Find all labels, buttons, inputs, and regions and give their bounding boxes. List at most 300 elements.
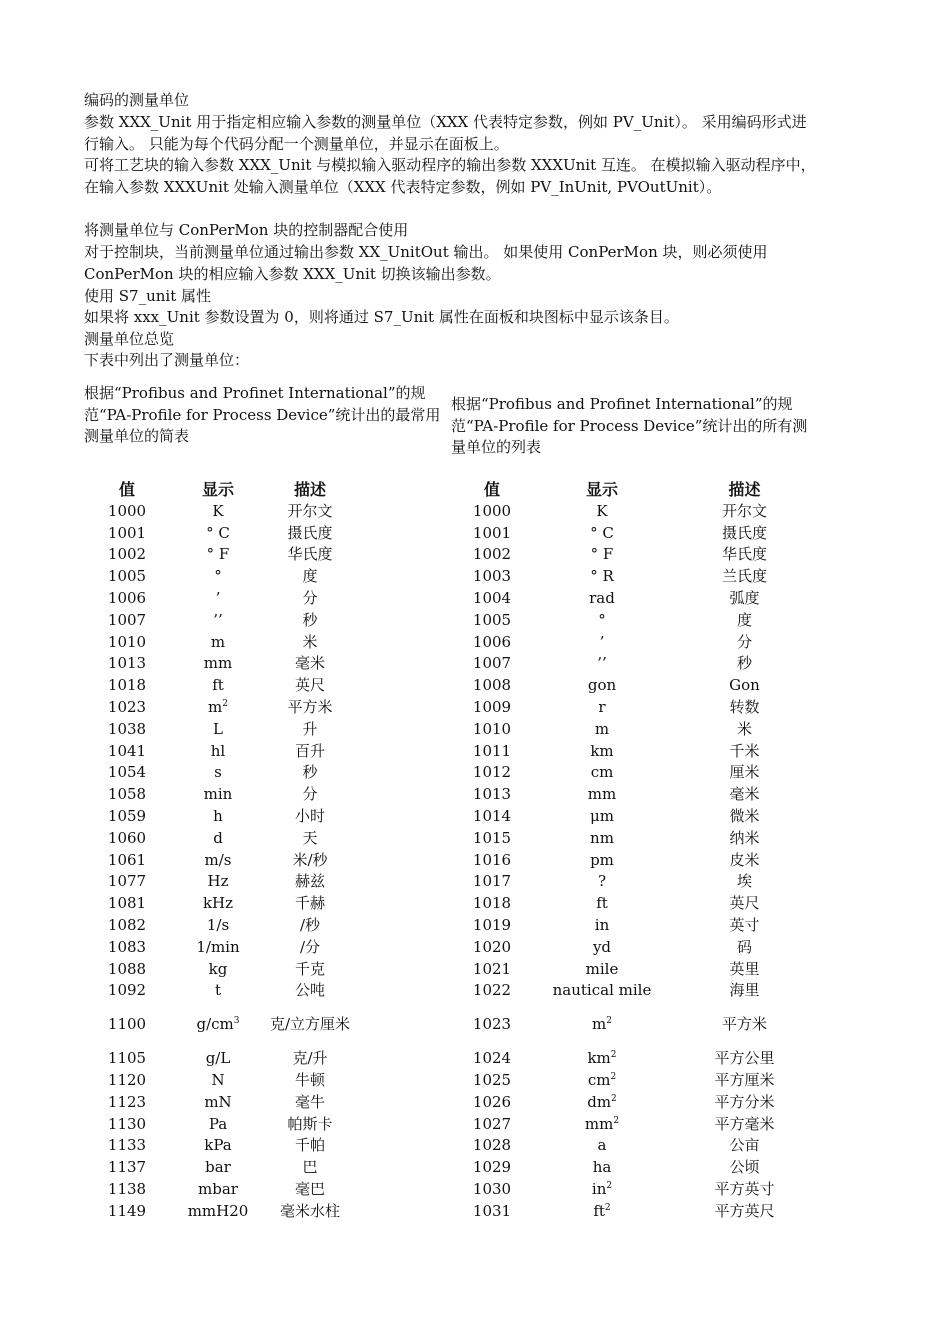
table-row [84, 1200, 354, 1222]
unit-display-cell [170, 849, 266, 871]
unit-display-cell [170, 544, 266, 566]
unit-description-cell: 平方英寸 [714, 1180, 775, 1198]
unit-symbol: km [590, 741, 614, 760]
unit-symbol: in [591, 1180, 607, 1198]
unit-display-cell [170, 740, 266, 762]
conpermon-paragraph: 对于控制块，当前测量单位通过输出参数 XX_UnitOut 输出。 如果使用 ConPerMon 块，则必须使用 ConPerMon 块的相应输入参数 XXX_Unit 切换该输出参数。 [84, 243, 768, 283]
table-row [447, 1091, 822, 1113]
unit-value-cell: 1004 [472, 589, 512, 608]
unit-display-cell [170, 827, 266, 849]
unit-value-cell: 1029 [472, 1158, 512, 1177]
unit-description-cell: 米 [302, 632, 318, 651]
unit-display-cell [170, 1113, 266, 1135]
table-row [84, 1135, 354, 1157]
unit-description-cell: 毫米水柱 [279, 1201, 340, 1220]
table-row [447, 522, 822, 544]
unit-symbol: mm [584, 1114, 614, 1133]
table-row [84, 849, 354, 871]
intro-paragraph-2: 可将工艺块的输入参数 XXX_Unit 与模拟输入驱动程序的输出参数 XXXUnit 互连。 在模拟输入驱动程序中，在输入参数 XXXUnit 处输入测量单位（XXX 代表特定参数，例如 PV_InUnit, PVOutUnit）。 [84, 156, 816, 196]
unit-display-cell [537, 1069, 667, 1091]
unit-description-cell: 平方米 [287, 698, 333, 717]
unit-symbol: ° [598, 610, 606, 629]
overview-paragraph: 下表中列出了测量单位： [84, 351, 250, 369]
table-row [447, 718, 822, 740]
table-row [447, 958, 822, 980]
table-row [84, 1113, 354, 1135]
unit-description-cell: 摄氏度 [287, 523, 333, 542]
unit-symbol: m/s [204, 850, 232, 869]
unit-exponent: 2 [604, 1202, 611, 1213]
unit-description-cell: 摄氏度 [721, 523, 767, 542]
unit-description-cell: Gon [729, 676, 760, 695]
unit-exponent: 2 [222, 699, 228, 710]
unit-display-cell [170, 1047, 266, 1069]
unit-description-cell: 分 [302, 785, 318, 804]
unit-value-cell: 1028 [472, 1136, 512, 1155]
unit-value-cell: 1133 [107, 1136, 147, 1155]
unit-value-cell: 1023 [472, 1015, 512, 1034]
unit-symbol: μm [590, 807, 614, 826]
unit-value-cell: 1010 [107, 632, 147, 651]
unit-description-cell: 克/立方厘米 [269, 1014, 351, 1033]
unit-description-cell: 英尺 [294, 676, 325, 695]
table-row [447, 936, 822, 958]
column-header-display: 显示 [201, 480, 234, 499]
table-row [84, 1156, 354, 1178]
unit-description-cell: 公吨 [294, 981, 325, 1000]
unit-value-cell: 1015 [472, 828, 512, 847]
right-table-heading: 根据“Profibus and Profinet International”的规范“PA-Profile for Process Device”统计出的所有测量单位的列表 [451, 395, 808, 456]
table-row [447, 1069, 822, 1091]
unit-description-cell: 微米 [729, 807, 760, 826]
unit-description-cell: 平方公里 [714, 1049, 775, 1068]
unit-symbol: L [213, 719, 223, 738]
unit-exponent: 2 [610, 1050, 617, 1061]
unit-display-cell [537, 500, 667, 522]
unit-symbol: ’ [599, 632, 605, 651]
unit-symbol: ° F [206, 545, 230, 564]
table-row [447, 762, 822, 784]
unit-symbol: ° C [206, 523, 230, 542]
unit-exponent: 2 [606, 1016, 612, 1027]
unit-description-cell: 平方英尺 [714, 1201, 775, 1220]
table-row [84, 980, 354, 1002]
unit-symbol: s [214, 763, 222, 782]
unit-display-cell [170, 1001, 266, 1047]
table-row [447, 544, 822, 566]
unit-value-cell: 1088 [107, 959, 147, 978]
unit-symbol: kPa [204, 1136, 232, 1155]
unit-value-cell: 1005 [107, 567, 147, 586]
unit-value-cell: 1059 [107, 807, 147, 826]
unit-value-cell: 1009 [472, 698, 512, 717]
unit-display-cell [537, 762, 667, 784]
unit-description-cell: 牛顿 [294, 1071, 325, 1090]
unit-value-cell: 1014 [472, 807, 512, 826]
unit-value-cell: 1005 [472, 610, 512, 629]
table-row [84, 565, 354, 587]
unit-display-cell [170, 653, 266, 675]
unit-description-cell: 米 [736, 719, 752, 738]
unit-value-cell: 1105 [107, 1049, 147, 1068]
unit-value-cell: 1025 [472, 1071, 512, 1090]
unit-description-cell: 毫米 [729, 785, 760, 804]
unit-symbol: mbar [198, 1180, 238, 1198]
unit-value-cell: 1002 [107, 545, 147, 564]
unit-display-cell [537, 980, 667, 1002]
unit-display-cell [537, 936, 667, 958]
unit-description-cell: 赫兹 [294, 872, 325, 891]
unit-description-cell: 毫牛 [294, 1092, 325, 1111]
table-row [84, 936, 354, 958]
unit-value-cell: 1082 [107, 916, 147, 935]
unit-display-cell [537, 696, 667, 718]
table-row [447, 674, 822, 696]
unit-symbol: min [203, 785, 233, 804]
unit-value-cell: 1017 [472, 872, 512, 891]
unit-value-cell: 1123 [107, 1092, 147, 1111]
unit-value-cell: 1137 [107, 1158, 147, 1177]
unit-display-cell [170, 936, 266, 958]
unit-value-cell: 1024 [472, 1049, 512, 1068]
unit-symbol: hl [210, 741, 226, 760]
section-heading-s7unit: 使用 S7_unit 属性 [84, 287, 212, 305]
unit-exponent: 2 [610, 1072, 617, 1083]
unit-display-cell [537, 544, 667, 566]
unit-symbol: d [213, 828, 223, 847]
unit-display-cell [170, 674, 266, 696]
unit-description-cell: 平方分米 [714, 1092, 775, 1111]
unit-display-cell [170, 783, 266, 805]
table-header-row [447, 477, 822, 500]
unit-symbol: ft [593, 1201, 605, 1220]
table-row [447, 783, 822, 805]
unit-value-cell: 1130 [107, 1114, 147, 1133]
unit-display-cell [170, 958, 266, 980]
unit-symbol: Pa [208, 1114, 228, 1133]
table-row [447, 827, 822, 849]
unit-value-cell: 1000 [472, 501, 512, 520]
section-heading-conpermon: 将测量单位与 ConPerMon 块的控制器配合使用 [84, 221, 409, 239]
unit-symbol: t [214, 981, 222, 1000]
unit-display-cell [537, 565, 667, 587]
unit-display-cell [170, 1135, 266, 1157]
unit-value-cell: 1013 [107, 654, 147, 673]
unit-symbol: 1/s [206, 916, 230, 935]
table-row [84, 609, 354, 631]
unit-display-cell [537, 871, 667, 893]
unit-display-cell [170, 914, 266, 936]
left-units-table [84, 477, 354, 1222]
unit-value-cell: 1001 [107, 523, 147, 542]
unit-value-cell: 1013 [472, 785, 512, 804]
unit-description-cell: 毫巴 [294, 1180, 325, 1198]
table-row [84, 544, 354, 566]
unit-value-cell: 1026 [472, 1092, 512, 1111]
unit-symbol: km [587, 1049, 611, 1068]
unit-exponent: 2 [606, 1181, 613, 1191]
unit-display-cell [537, 1156, 667, 1178]
unit-value-cell: 1058 [107, 785, 147, 804]
table-row [84, 892, 354, 914]
table-row [84, 762, 354, 784]
unit-display-cell [537, 1178, 667, 1200]
unit-display-cell [537, 609, 667, 631]
intro-paragraph-1: 参数 XXX_Unit 用于指定相应输入参数的测量单位（XXX 代表特定参数，例如 PV_Unit）。 采用编码形式进行输入。 只能为每个代码分配一个测量单位，并显示在面板上。 [84, 113, 807, 153]
right-units-table [447, 477, 822, 1222]
unit-description-cell: 秒 [302, 610, 318, 629]
unit-display-cell [537, 783, 667, 805]
unit-symbol: ° R [590, 567, 614, 586]
unit-description-cell: 毫米 [294, 654, 325, 673]
unit-symbol: nautical mile [552, 981, 652, 1000]
unit-description-cell: 平方厘米 [714, 1071, 775, 1090]
unit-display-cell [170, 587, 266, 609]
unit-description-cell: 度 [302, 567, 318, 586]
s7unit-paragraph: 如果将 xxx_Unit 参数设置为 0，则将通过 S7_Unit 属性在面板和块图标中显示该条目。 [84, 308, 679, 326]
unit-value-cell: 1003 [472, 567, 512, 586]
unit-description-cell: 小时 [294, 807, 325, 826]
unit-display-cell [537, 1135, 667, 1157]
unit-display-cell [537, 958, 667, 980]
unit-display-cell [537, 1200, 667, 1222]
unit-symbol: m [594, 719, 610, 738]
unit-display-cell [170, 718, 266, 740]
table-row [84, 805, 354, 827]
unit-description-cell: 开尔文 [721, 501, 767, 520]
table-row [84, 718, 354, 740]
unit-value-cell: 1023 [107, 698, 147, 717]
unit-display-cell [170, 980, 266, 1002]
unit-symbol: Hz [207, 872, 229, 891]
unit-symbol: g/L [205, 1049, 231, 1068]
table-row [447, 1200, 822, 1222]
unit-symbol: in [594, 916, 610, 935]
column-header-value: 值 [483, 480, 500, 499]
unit-symbol: ’ [215, 589, 221, 608]
unit-value-cell: 1011 [472, 741, 512, 760]
unit-description-cell: 弧度 [729, 589, 760, 608]
unit-description-cell: 公顷 [729, 1158, 760, 1177]
unit-display-cell [537, 653, 667, 675]
unit-description-cell: 升 [302, 719, 318, 738]
unit-display-cell [170, 1156, 266, 1178]
unit-description-cell: 纳米 [729, 828, 760, 847]
unit-description-cell: 海里 [729, 981, 760, 1000]
unit-symbol: m [592, 1015, 607, 1034]
unit-description-cell: 巴 [302, 1158, 318, 1177]
unit-description-cell: 兰氏度 [721, 567, 767, 586]
unit-description-cell: 厘米 [729, 763, 760, 782]
unit-symbol: yd [592, 937, 612, 956]
table-row [447, 1001, 822, 1047]
table-row [84, 871, 354, 893]
unit-value-cell: 1031 [472, 1201, 512, 1220]
unit-value-cell: 1061 [107, 850, 147, 869]
unit-display-cell [537, 674, 667, 696]
unit-display-cell [170, 500, 266, 522]
section-heading-overview: 测量单位总览 [84, 330, 175, 348]
unit-display-cell [537, 718, 667, 740]
unit-description-cell: 千克 [294, 959, 325, 978]
unit-value-cell: 1041 [107, 741, 147, 760]
unit-description-cell: 千帕 [294, 1136, 325, 1155]
table-row [84, 674, 354, 696]
unit-value-cell: 1054 [107, 763, 147, 782]
unit-display-cell [170, 696, 266, 718]
table-row [84, 631, 354, 653]
unit-description-cell: 千米 [729, 741, 760, 760]
table-row [447, 740, 822, 762]
unit-symbol: ° C [590, 523, 614, 542]
column-header-value: 值 [118, 480, 135, 499]
unit-description-cell: 秒 [736, 654, 752, 673]
unit-description-cell: /分 [299, 937, 321, 956]
unit-description-cell: 米/秒 [292, 850, 328, 869]
unit-exponent: 3 [233, 1016, 240, 1027]
unit-description-cell: 码 [736, 937, 752, 956]
unit-value-cell: 1149 [107, 1201, 147, 1220]
unit-symbol: ’’ [597, 654, 607, 673]
unit-value-cell: 1027 [472, 1114, 512, 1133]
unit-value-cell: 1019 [472, 916, 512, 935]
unit-display-cell [170, 1178, 266, 1200]
table-row [447, 609, 822, 631]
table-header-row [84, 477, 354, 500]
unit-display-cell [537, 1001, 667, 1047]
unit-value-cell: 1038 [107, 719, 147, 738]
table-row [447, 1156, 822, 1178]
unit-display-cell [537, 849, 667, 871]
unit-description-cell: 秒 [302, 763, 318, 782]
unit-display-cell [537, 892, 667, 914]
unit-display-cell [170, 762, 266, 784]
unit-value-cell: 1012 [472, 763, 512, 782]
unit-symbol: mmH20 [187, 1201, 249, 1220]
unit-description-cell: 千赫 [294, 894, 325, 913]
unit-value-cell: 1006 [107, 589, 147, 608]
unit-description-cell: 皮米 [729, 850, 760, 869]
unit-display-cell [537, 631, 667, 653]
table-row [447, 1135, 822, 1157]
unit-description-cell: 华氏度 [287, 545, 333, 564]
table-row [84, 500, 354, 522]
unit-symbol: kg [208, 959, 228, 978]
table-row [447, 849, 822, 871]
unit-value-cell: 1016 [472, 850, 512, 869]
unit-value-cell: 1021 [472, 959, 512, 978]
table-row [447, 914, 822, 936]
unit-display-cell [170, 565, 266, 587]
unit-description-cell: 公亩 [729, 1136, 760, 1155]
unit-symbol: ha [592, 1158, 612, 1177]
unit-description-cell: 英尺 [729, 894, 760, 913]
unit-symbol: ° F [590, 545, 614, 564]
unit-description-cell: 开尔文 [287, 501, 333, 520]
table-row [447, 587, 822, 609]
unit-value-cell: 1060 [107, 828, 147, 847]
unit-symbol: 1/min [196, 937, 240, 956]
column-header-display: 显示 [585, 480, 618, 499]
table-row [447, 696, 822, 718]
table-row [447, 565, 822, 587]
table-row [447, 500, 822, 522]
unit-value-cell: 1000 [107, 501, 147, 520]
table-row [447, 631, 822, 653]
table-row [447, 1178, 822, 1200]
unit-value-cell: 1022 [472, 981, 512, 1000]
table-row [84, 696, 354, 718]
table-row [84, 1178, 354, 1200]
unit-symbol: ° [214, 567, 222, 586]
unit-value-cell: 1120 [107, 1071, 147, 1090]
unit-symbol: bar [205, 1158, 231, 1177]
table-row [84, 1069, 354, 1091]
unit-description-cell: 华氏度 [721, 545, 767, 564]
table-row [84, 522, 354, 544]
unit-value-cell: 1138 [107, 1180, 147, 1198]
unit-display-cell [170, 609, 266, 631]
unit-symbol: cm [587, 1071, 611, 1090]
table-row [84, 587, 354, 609]
unit-display-cell [537, 740, 667, 762]
left-table-heading: 根据“Profibus and Profinet International”的规范“PA-Profile for Process Device”统计出的最常用测量单位的简表 [84, 384, 441, 445]
intro-heading: 编码的测量单位 [84, 91, 190, 109]
unit-display-cell [537, 1113, 667, 1135]
unit-display-cell [170, 1069, 266, 1091]
unit-description-cell: 帕斯卡 [287, 1114, 333, 1133]
unit-description-cell: 克/升 [292, 1049, 328, 1068]
unit-symbol: rad [589, 589, 615, 608]
unit-value-cell: 1010 [472, 719, 512, 738]
table-row [447, 1113, 822, 1135]
unit-symbol: dm [587, 1092, 612, 1111]
unit-value-cell: 1100 [107, 1015, 147, 1034]
unit-symbol: a [597, 1136, 607, 1155]
unit-description-cell: 平方米 [721, 1015, 767, 1034]
unit-symbol: m [208, 698, 223, 717]
unit-symbol: cm [590, 763, 614, 782]
unit-value-cell: 1018 [107, 676, 147, 695]
table-row [84, 653, 354, 675]
unit-description-cell: 分 [736, 632, 752, 651]
unit-symbol: kHz [202, 894, 234, 913]
unit-value-cell: 1002 [472, 545, 512, 564]
table-row [84, 914, 354, 936]
unit-symbol: ? [597, 872, 607, 891]
unit-symbol: K [596, 501, 608, 520]
unit-description-cell: 平方毫米 [714, 1114, 775, 1133]
unit-display-cell [170, 892, 266, 914]
unit-symbol: pm [590, 850, 614, 869]
unit-description-cell: 度 [736, 610, 752, 629]
unit-display-cell [537, 914, 667, 936]
unit-description-cell: 英里 [729, 959, 760, 978]
table-row [84, 783, 354, 805]
unit-value-cell: 1083 [107, 937, 147, 956]
unit-value-cell: 1081 [107, 894, 147, 913]
unit-display-cell [170, 631, 266, 653]
unit-symbol: ft [212, 676, 224, 695]
table-row [447, 805, 822, 827]
unit-value-cell: 1020 [472, 937, 512, 956]
table-row [447, 980, 822, 1002]
unit-value-cell: 1018 [472, 894, 512, 913]
unit-description-cell: 分 [302, 589, 318, 608]
unit-display-cell [170, 1091, 266, 1113]
table-row [84, 740, 354, 762]
unit-symbol: gon [587, 676, 617, 695]
